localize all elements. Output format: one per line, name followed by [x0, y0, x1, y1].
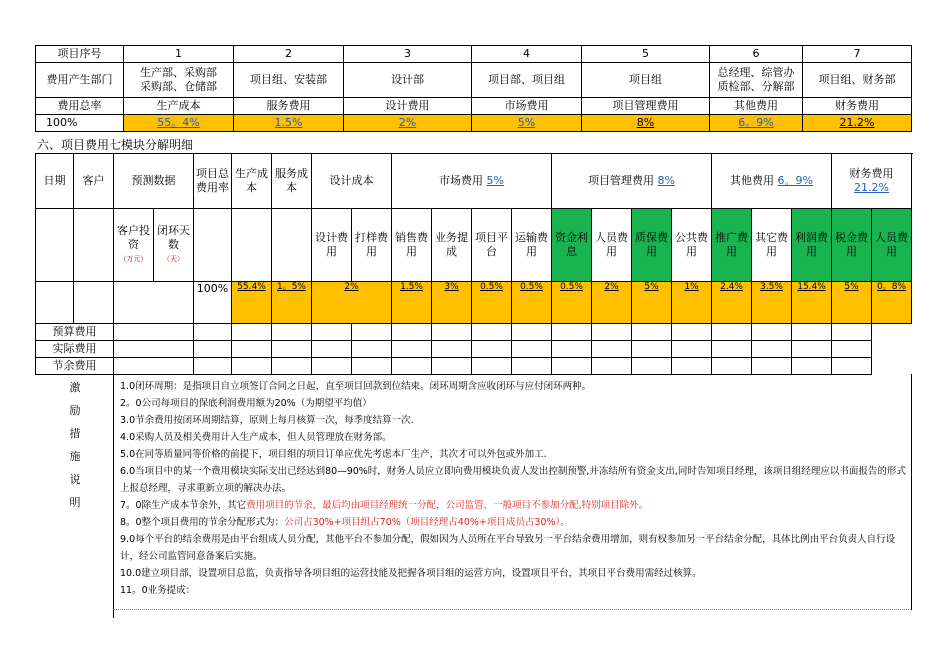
pct-value: 5%: [844, 282, 859, 292]
header-service: 服务成本: [272, 154, 312, 209]
rule-highlight: 公司占30%+项目组占70%（项目经理占40%+项目成员占30%）。: [284, 517, 570, 528]
pct-value: 0.5%: [480, 282, 503, 292]
cell: [194, 209, 232, 282]
pct-value: 1.5%: [400, 282, 423, 292]
cell: [74, 209, 114, 282]
cell: [752, 282, 792, 324]
cell: [552, 282, 592, 324]
header-total-rate: 项目总费用率: [194, 154, 232, 209]
cell: [432, 282, 472, 324]
pct-value: 1.5%: [274, 116, 303, 129]
row-label: 节余费用: [36, 358, 114, 375]
label: 闭环天数: [157, 224, 190, 251]
divider: [113, 609, 911, 610]
cell: [272, 282, 312, 324]
cell: 项目管理费用: [582, 98, 710, 115]
cell: 2: [234, 46, 344, 63]
sub-header: 公共费用: [672, 209, 712, 282]
side-char: 措: [69, 427, 81, 440]
cell: 设计费用: [344, 98, 472, 115]
rule-item: [120, 497, 910, 514]
section-title: 六、项目费用七模块分解明细: [37, 138, 194, 152]
pct-value: 6。9%: [777, 174, 813, 187]
side-char: 施: [69, 450, 81, 463]
cell: 设计部: [344, 63, 472, 98]
summary-table: [35, 45, 912, 132]
cell: [272, 209, 312, 282]
rule-item: 6.0当项目中的某一个费用模块实际支出已经达到80—90%时，财务人员应立即向费用模块负责人发出控制预警,并冻结所有资金支出,同时告知项目经理，该项目组经理应以书面报告的形式上报总经理，寻求重新立项的解决办法。: [120, 466, 906, 494]
sub-header: 人员费用: [592, 209, 632, 282]
cell: [632, 282, 672, 324]
cell: 财务费用: [803, 98, 912, 115]
pct-value: 0.5%: [520, 282, 543, 292]
side-char: 励: [69, 404, 81, 417]
pct-value: 1%: [684, 282, 699, 292]
cell: [232, 282, 272, 324]
cell: 市场费用: [472, 98, 582, 115]
cell: [114, 282, 194, 324]
cell: 总经理、综管办 质检部、分解部: [710, 63, 803, 98]
cell: 生产部、采购部 采购部、仓储部: [124, 63, 234, 98]
unit: （万元）: [119, 255, 148, 263]
pct-value: 1。5%: [276, 282, 306, 292]
pct-value: 2.4%: [720, 282, 743, 292]
cell: 费用总率: [36, 98, 124, 115]
cell: [832, 282, 872, 324]
cell: 费用产生部门: [36, 63, 124, 98]
header-other: [712, 154, 832, 209]
cell: 项目部、项目组: [472, 63, 582, 98]
cell: 服务费用: [234, 98, 344, 115]
label: 市场费用: [439, 174, 484, 187]
header-prod: 生产成本: [232, 154, 272, 209]
rule-highlight: 费用项目的节余，最后均由项目经理统一分配，公司监管，一般项目不参加分配,特别项目除外。: [246, 500, 649, 511]
pct-value: 8%: [657, 174, 675, 187]
rule-item: 10.0建立项目部，设置项目总监，负责指导各项目组的运营技能及把握各项目组的运营方向，设置项目平台，其项目平台费用需经过核算。: [120, 568, 702, 579]
sub-header: 打样费用: [352, 209, 392, 282]
header-design: 设计成本: [312, 154, 392, 209]
cell: 项目组、安装部: [234, 63, 344, 98]
pct-value: 2%: [398, 116, 417, 129]
cell: [512, 282, 552, 324]
table-row: [36, 63, 912, 98]
cell: [234, 115, 344, 132]
pct-value: 2%: [344, 282, 359, 292]
row-label: 实际费用: [36, 341, 114, 358]
table-row: [36, 98, 912, 115]
side-char: 明: [69, 496, 81, 509]
cell: [74, 282, 114, 324]
cell: 3: [344, 46, 472, 63]
total-rate: 100%: [194, 282, 232, 324]
sub-header: 人员费用: [872, 209, 912, 282]
cell: [124, 115, 234, 132]
pct-value: 3%: [444, 282, 459, 292]
sub-header: 税金费用: [832, 209, 872, 282]
cycle-days: [154, 209, 193, 281]
cell: [392, 282, 432, 324]
rule-text: 7。0除生产成本节余外，其它: [120, 500, 247, 511]
cell: [672, 282, 712, 324]
cell: [36, 209, 74, 282]
rule-item: 1.0闭环周期：是指项目自立项签订合同之日起，直至项目回款到位结束。闭环周期含应收闭环与应付闭环两种。: [120, 381, 592, 392]
pct-value: 8%: [636, 116, 655, 129]
breakdown-table: [35, 153, 912, 375]
header-market: [392, 154, 552, 209]
label: 财务费用: [849, 167, 894, 180]
cell: 100%: [36, 115, 124, 132]
header-fin: [832, 154, 912, 209]
cell: [36, 282, 74, 324]
table-row: [36, 115, 912, 132]
cell: [472, 282, 512, 324]
sub-header: 资金利息: [552, 209, 592, 282]
label: 项目管理费用: [588, 174, 655, 187]
header-date: 日期: [36, 154, 74, 209]
cell: 项目组: [582, 63, 710, 98]
forecast-sub: [114, 209, 194, 282]
cell: [592, 282, 632, 324]
pct-value: 0.5%: [560, 282, 583, 292]
cell: [792, 282, 832, 324]
header-forecast: 预测数据: [114, 154, 194, 209]
cell: 4: [472, 46, 582, 63]
sub-header: 利润费用: [792, 209, 832, 282]
rule-item: [120, 514, 910, 531]
sub-header: 质保费用: [632, 209, 672, 282]
client-invest: [114, 209, 154, 281]
pct-value: 3.5%: [760, 282, 783, 292]
cell: 项目组、财务部: [803, 63, 912, 98]
incentive-side-label: [37, 374, 114, 618]
unit: （天）: [163, 255, 184, 263]
cell: 1: [124, 46, 234, 63]
table-row: [36, 282, 912, 324]
rule-item: 9.0每个平台的结余费用是由平台组成人员分配，其他平台不参加分配，假如因为人员所在平台导致另一平台结余费用增加，则有权参加另一平台结余分配，具体比例由平台负责人自行设计，经公司监管同意备案后实施。: [120, 534, 896, 562]
table-row: [36, 341, 912, 358]
cell: [872, 282, 912, 324]
cell: [582, 115, 710, 132]
sub-header: 业务提成: [432, 209, 472, 282]
cell: [712, 282, 752, 324]
rule-item: 11。0业务提成：: [120, 585, 196, 596]
sub-header: 运输费用: [512, 209, 552, 282]
rule-item: 3.0节余费用按闭环周期结算，原则上每月核算一次，每季度结算一次.: [120, 415, 414, 426]
cell: 5: [582, 46, 710, 63]
sub-header: 销售费用: [392, 209, 432, 282]
cell: 其他费用: [710, 98, 803, 115]
pct-value: 15.4%: [797, 282, 826, 292]
pct-value: 5%: [517, 116, 536, 129]
label: 客户投资: [117, 224, 150, 251]
rule-text: 8。0整个项目费用的节余分配形式为：: [120, 517, 285, 528]
sub-header: 项目平台: [472, 209, 512, 282]
header-pm: [552, 154, 712, 209]
cell: 生产成本: [124, 98, 234, 115]
pct-value: 2%: [604, 282, 619, 292]
table-row: [36, 324, 912, 341]
pct-value: 5%: [644, 282, 659, 292]
cell: [472, 115, 582, 132]
table-row: [36, 154, 912, 209]
table-row: [36, 46, 912, 63]
table-row: [36, 358, 912, 375]
rule-item: 2。0公司每项目的保底利润费用额为20%（为期望平均值）: [120, 398, 372, 409]
pct-value: 0。8%: [877, 282, 907, 292]
pct-value: 21.2%: [839, 116, 875, 129]
cell: [710, 115, 803, 132]
cell: 7: [803, 46, 912, 63]
cell: 项目序号: [36, 46, 124, 63]
sub-header: 其它费用: [752, 209, 792, 282]
cell: [344, 115, 472, 132]
table-row: [36, 209, 912, 282]
cell: [312, 282, 392, 324]
cell: [232, 209, 272, 282]
rule-item: 5.0在同等质量同等价格的前提下，项目组的项目订单应优先考虑本厂生产，其次才可以外包或外加工.: [120, 449, 547, 460]
row-label: 预算费用: [36, 324, 114, 341]
side-char: 说: [69, 473, 81, 486]
rule-item: 4.0采购人员及相关费用计入生产成本，但人员管理放在财务部。: [120, 432, 392, 443]
pct-value: 5%: [486, 174, 504, 187]
header-client: 客户: [74, 154, 114, 209]
pct-value: 55。4%: [157, 116, 200, 129]
label: 其他费用: [730, 174, 775, 187]
pct-value: 55.4%: [237, 282, 266, 292]
cell: 6: [710, 46, 803, 63]
sub-header: 推广费用: [712, 209, 752, 282]
pct-value: 21.2%: [854, 181, 889, 194]
side-char: 激: [69, 381, 81, 394]
sub-header: 设计费用: [312, 209, 352, 282]
cell: [803, 115, 912, 132]
pct-value: 6。9%: [738, 116, 774, 129]
rules-list: [120, 378, 910, 599]
